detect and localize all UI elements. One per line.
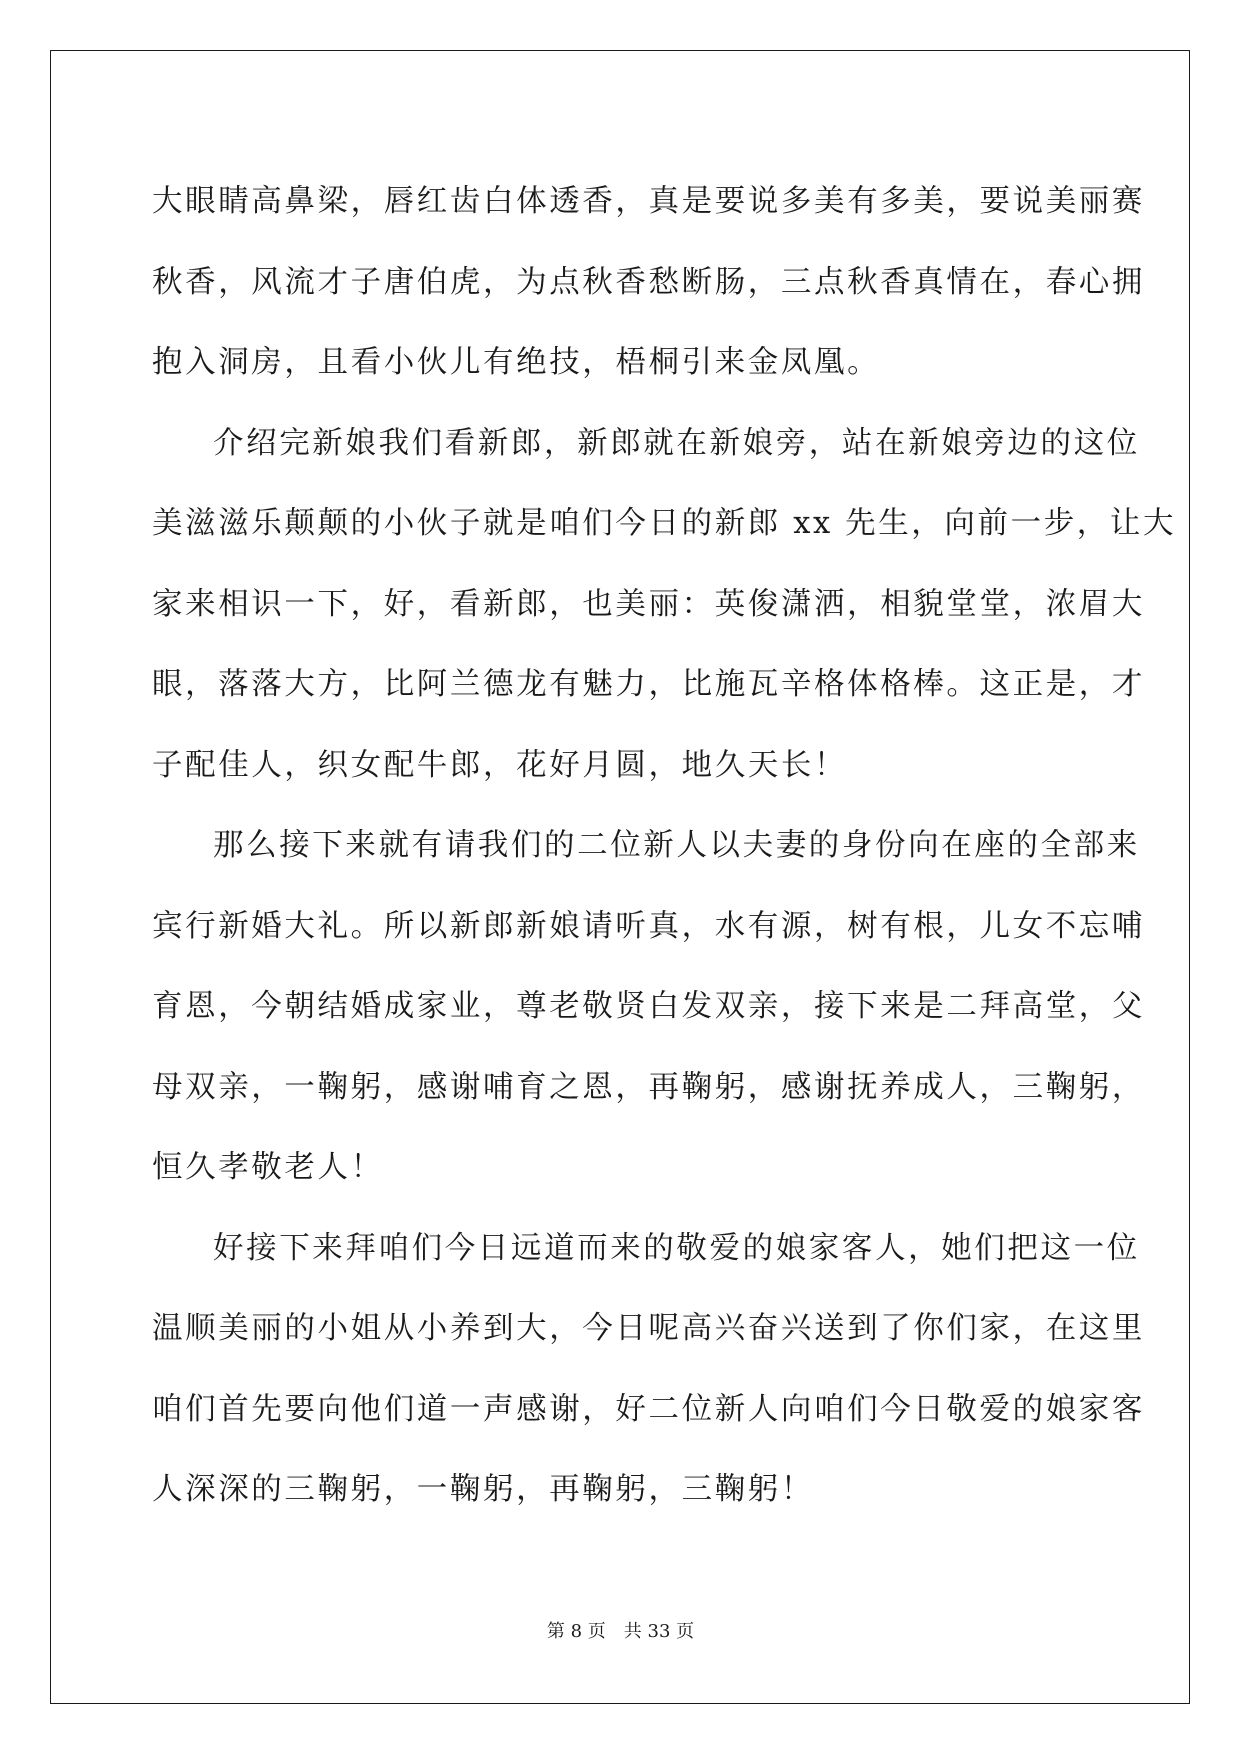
text-line: 咱们首先要向他们道一声感谢，好二位新人向咱们今日敬爱的娘家客 (152, 1391, 1145, 1427)
text-line: 大眼睛高鼻梁，唇红齿白体透香，真是要说多美有多美，要说美丽赛 (152, 184, 1145, 219)
text-line: 宾行新婚大礼。所以新郎新娘请听真，水有源，树有根，儿女不忘哺 (152, 908, 1145, 944)
text-line: 温顺美丽的小姐从小养到大，今日呢高兴奋兴送到了你们家，在这里 (152, 1311, 1145, 1346)
text-line: 好接下来拜咱们今日远道而来的敬爱的娘家客人，她们把这一位 (213, 1230, 1140, 1266)
text-line: 秋香，风流才子唐伯虎，为点秋香愁断肠，三点秋香真情在，春心拥 (152, 264, 1145, 300)
text-line: 眼，落落大方，比阿兰德龙有魅力，比施瓦辛格体格棒。这正是，才 (152, 667, 1145, 702)
paragraph (152, 404, 1177, 807)
text-line: 人深深的三鞠躬，一鞠躬，再鞠躬，三鞠躬！ (152, 1472, 814, 1507)
text-line: 恒久孝敬老人！ (152, 1150, 384, 1185)
text-line: 介绍完新娘我们看新郎，新郎就在新娘旁，站在新娘旁边的这位 (213, 425, 1140, 461)
page-footer (0, 1617, 1241, 1643)
text-line: 母双亲，一鞠躬，感谢哺育之恩，再鞠躬，感谢抚养成人，三鞠躬， (152, 1069, 1145, 1105)
text-line: 育恩，今朝结婚成家业，尊老敬贤白发双亲，接下来是二拜高堂，父 (152, 989, 1145, 1024)
text-line: 子配佳人，织女配牛郎，花好月圆，地久天长！ (152, 747, 848, 783)
document-body (152, 162, 1177, 1531)
text-line: 家来相识一下，好，看新郎，也美丽：英俊潇洒，相貌堂堂，浓眉大 (152, 586, 1145, 622)
page-total: 共 33 页 (623, 1621, 695, 1642)
text-line: 抱入洞房，且看小伙儿有绝技，梧桐引来金凤凰。 (152, 345, 881, 380)
paragraph (152, 162, 1145, 404)
paragraph (152, 1209, 1145, 1531)
paragraph (152, 806, 1145, 1209)
page-number: 第 8 页 (546, 1621, 606, 1642)
text-line: 美滋滋乐颠颠的小伙子就是咱们今日的新郎 xx 先生，向前一步，让大 (152, 506, 1177, 541)
text-line: 那么接下来就有请我们的二位新人以夫妻的身份向在座的全部来 (213, 828, 1140, 863)
